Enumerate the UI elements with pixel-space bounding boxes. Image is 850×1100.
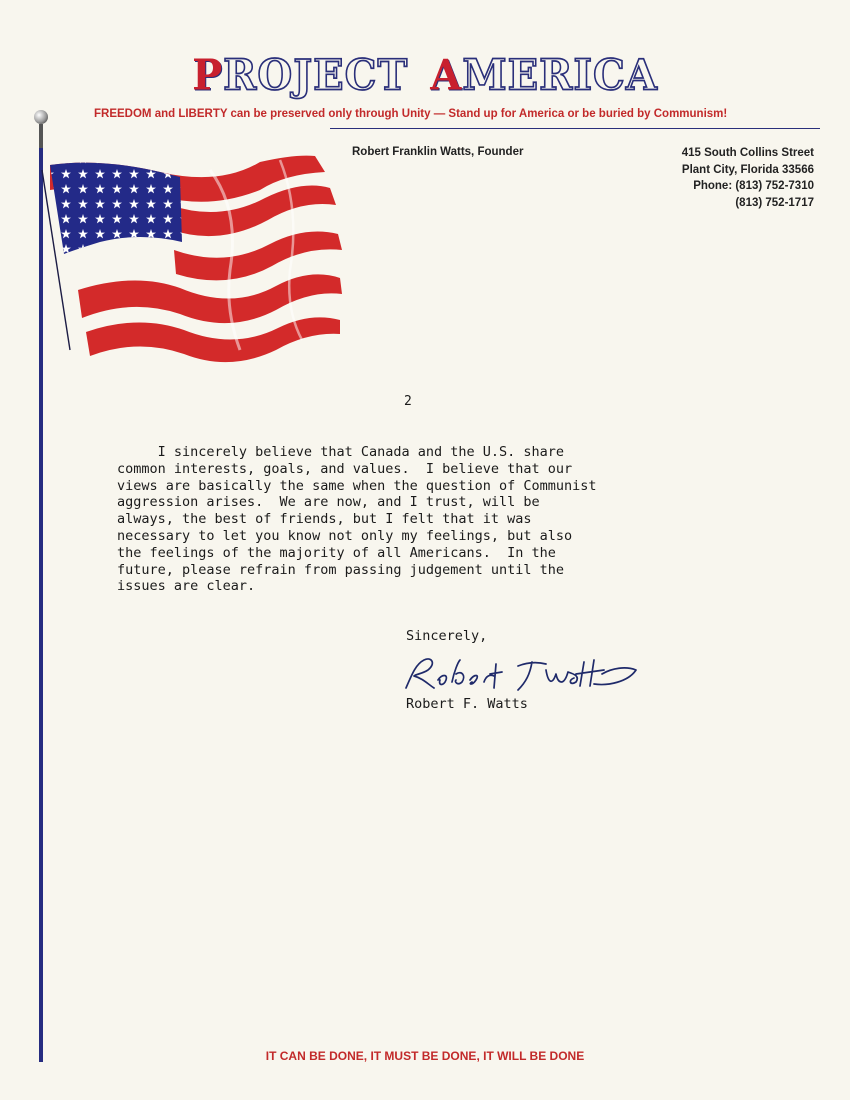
body-line: aggression arises. We are now, and I trust, will be — [117, 494, 540, 511]
body-line: always, the best of friends, but I felt that it was — [117, 511, 532, 528]
title-initial-p: P — [192, 50, 224, 101]
title-word-project: ROJECT — [223, 50, 409, 101]
address-city: Plant City, Florida 33566 — [681, 163, 814, 176]
body-line: future, please refrain from passing judgement until the — [117, 561, 565, 578]
body-line: necessary to let you know not only my feelings, but also — [117, 527, 573, 544]
closing: Sincerely, — [406, 628, 488, 644]
body-line: views are basically the same when the question of Communist — [117, 477, 597, 494]
handwritten-signature — [398, 652, 643, 694]
letter-body — [117, 444, 737, 595]
address-phone-1: Phone: (813) 752-7310 — [693, 180, 814, 192]
address-phone-2: (813) 752-1717 — [735, 196, 814, 209]
footer-motto: IT CAN BE DONE, IT MUST BE DONE, IT WILL BE DONE — [265, 1049, 585, 1063]
letterhead-title — [0, 51, 850, 100]
flagpole-finial — [34, 110, 48, 124]
address-block — [682, 145, 814, 211]
founder-line: Robert Franklin Watts, Founder — [352, 146, 524, 158]
body-line: issues are clear. — [117, 578, 256, 595]
title-initial-a: A — [430, 50, 463, 101]
letterhead-divider — [330, 128, 820, 129]
body-line: the feelings of the majority of all Americans. In the — [117, 544, 556, 561]
body-line: common interests, goals, and values. I believe that our — [117, 460, 573, 477]
typed-signature-name: Robert F. Watts — [406, 696, 528, 712]
american-flag-icon — [40, 150, 350, 365]
body-line: I sincerely believe that Canada and the U.S. share — [117, 444, 565, 460]
flagpole-neck — [39, 124, 43, 150]
address-street: 415 South Collins Street — [681, 147, 814, 159]
title-word-america: MERICA — [462, 50, 658, 101]
letterhead-slogan: FREEDOM and LIBERTY can be preserved only through Unity — Stand up for America or be buried by Communism! — [94, 108, 728, 120]
page-number: 2 — [404, 394, 412, 409]
